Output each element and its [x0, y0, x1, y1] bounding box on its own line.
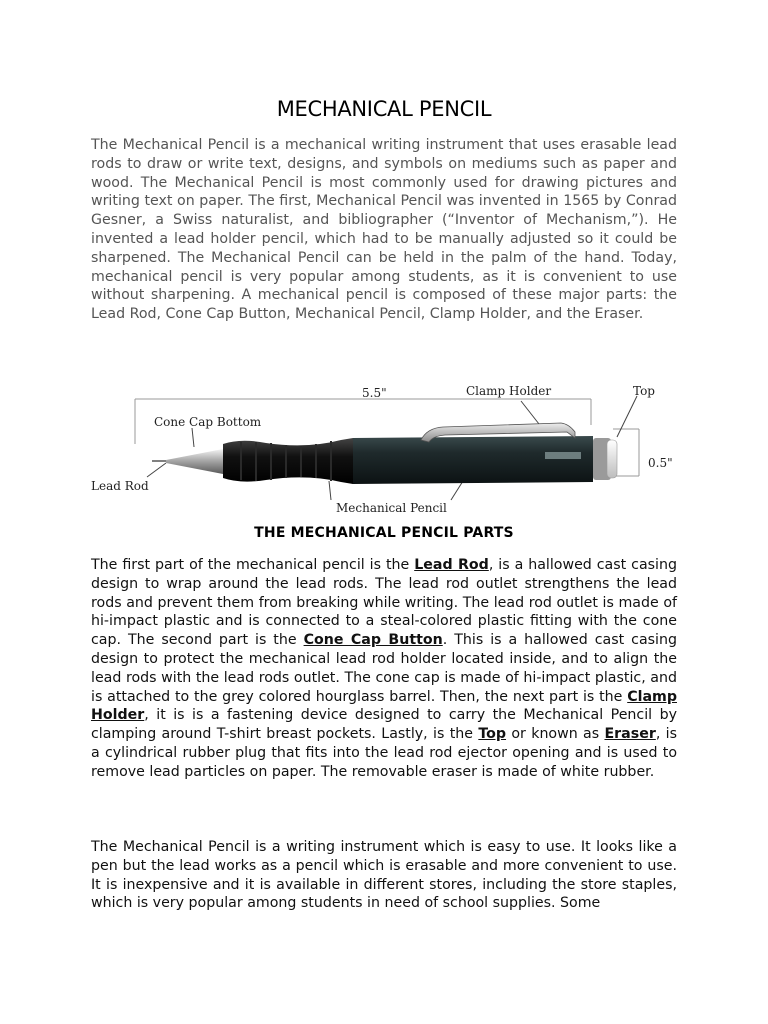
parts-text-6: , is a cylindrical rubber plug that fits into the lead rod ejector opening and is used to remove lead particles on paper. The removable eraser is made of white rubber. [91, 726, 677, 780]
parts-text-1: The first part of the mechanical pencil is the [91, 557, 415, 573]
cone-cap-label: Cone Cap Bottom [154, 415, 262, 429]
closing-paragraph: The Mechanical Pencil is a writing instrument which is easy to use. It looks like a pen but the lead works as a pencil which is erasable and more convenient to use. It is inexpensive and it is available in different stores, including the store staples, which is very popular among students in need of school supplies. Some [91, 839, 677, 912]
clamp-holder-label: Clamp Holder [466, 384, 552, 398]
parts-text-3: . This is a hallowed cast casing design to protect the mechanical lead rod holder located inside, and to align the lead rods with the lead rods outlet. The cone cap is made of hi-impact plastic, and is attached to the grey colored hourglass barrel. Then, the next part is the [91, 632, 677, 705]
top-label: Top [633, 384, 655, 398]
term-clamp-holder: Clamp Holder [91, 688, 677, 724]
parts-paragraph [91, 556, 677, 782]
term-cone-cap-button: Cone Cap Button [303, 632, 443, 649]
parts-text-4: , it is is a fastening device designed to carry the Mechanical Pencil by clamping around T-shirt breast pockets. Lastly, is the [91, 707, 677, 743]
diameter-label: 0.5" [648, 456, 673, 470]
term-lead-rod: Lead Rod [414, 557, 489, 573]
document-title: MECHANICAL PENCIL [276, 97, 492, 121]
length-label: 5.5" [362, 386, 387, 400]
term-eraser: Eraser [604, 726, 656, 743]
section-heading: THE MECHANICAL PENCIL PARTS [254, 525, 514, 541]
pencil-diagram [91, 380, 677, 517]
parts-text-5: or known as [506, 726, 605, 743]
term-top: Top [478, 726, 507, 743]
pencil-diagram-image [91, 380, 677, 517]
mechanical-pencil-label: Mechanical Pencil [336, 501, 447, 515]
lead-rod-label: Lead Rod [91, 479, 149, 493]
parts-text-2: , is a hallowed cast casing design to wrap around the lead rods. The lead rod outlet strengthens the lead rods and prevent them from breaking while writing. The lead rod outlet is made of hi-impact plastic and is connected to a steal-colored plastic fitting with the cone cap. The second part is the [91, 557, 677, 649]
intro-paragraph: The Mechanical Pencil is a mechanical writing instrument that uses erasable lead rods to draw or write text, designs, and symbols on mediums such as paper and wood. The Mechanical Pencil is most commonly used for drawing pictures and writing text on paper. The first, Mechanical Pencil was invented in 1565 by Conrad Gesner, a Swiss naturalist, and bibliographer (“Inventor of Mechanism,”). He invented a lead holder pencil, which had to be manually adjusted so it could be sharpened. The Mechanical Pencil can be held in the palm of the hand. Today, mechanical pencil is very popular among students, as it is convenient to use without sharpening. A mechanical pencil is composed of these major parts: the Lead Rod, Cone Cap Button, Mechanical Pencil, Clamp Holder, and the Eraser. [91, 137, 677, 323]
